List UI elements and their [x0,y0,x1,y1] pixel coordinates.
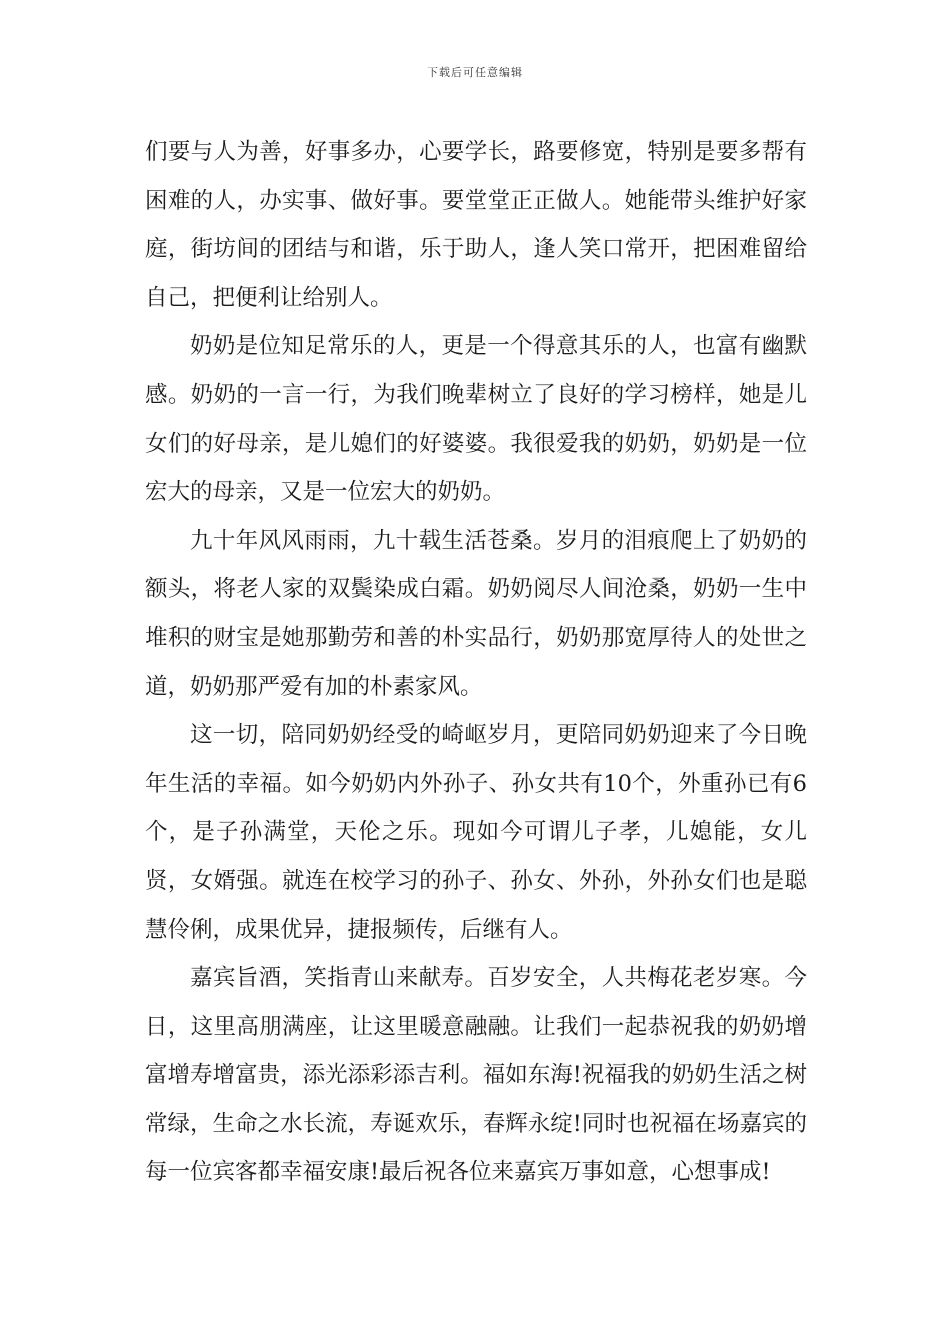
document-body [145,128,807,1197]
paragraph-2: 奶奶是位知足常乐的人，更是一个得意其乐的人，也富有幽默感。奶奶的一言一行，为我们晚辈树立了良好的学习榜样，她是儿女们的好母亲，是儿媳们的好婆婆。我很爱我的奶奶，奶奶是一位宏大的母亲，又是一位宏大的奶奶。 [145,333,807,506]
paragraph-1: 们要与人为善，好事多办，心要学长，路要修宽，特别是要多帮有困难的人，办实事、做好事。要堂堂正正做人。她能带头维护好家庭，街坊间的团结与和谐，乐于助人，逢人笑口常开，把困难留给自己，把便利让给别人。 [145,139,807,311]
paragraph-4: 这一切，陪同奶奶经受的崎岖岁月，更陪同奶奶迎来了今日晚年生活的幸福。如今奶奶内外孙子、孙女共有10个，外重孙已有6个，是子孙满堂，天伦之乐。现如今可谓儿子孝，儿媳能，女儿贤，女婿强。就连在校学习的孙子、孙女、外孙，外孙女们也是聪慧伶俐，成果优异，捷报频传，后继有人。 [145,722,807,943]
paragraph-3: 九十年风风雨雨，九十载生活苍桑。岁月的泪痕爬上了奶奶的额头，将老人家的双鬓染成白霜。奶奶阅尽人间沧桑，奶奶一生中堆积的财宝是她那勤劳和善的朴实品行，奶奶那宽厚待人的处世之道，奶奶那严爱有加的朴素家风。 [145,527,807,700]
page-header: 下载后可任意编辑 [427,66,523,79]
paragraph-5: 嘉宾旨酒，笑指青山来献寿。百岁安全，人共梅花老岁寒。今日，这里高朋满座，让这里暖意融融。让我们一起恭祝我的奶奶增富增寿增富贵，添光添彩添吉利。福如东海!祝福我的奶奶生活之树常绿，生命之水长流，寿诞欢乐，春辉永绽!同时也祝福在场嘉宾的每一位宾客都幸福安康!最后祝各位来嘉宾万事如意，心想事成! [145,965,807,1186]
